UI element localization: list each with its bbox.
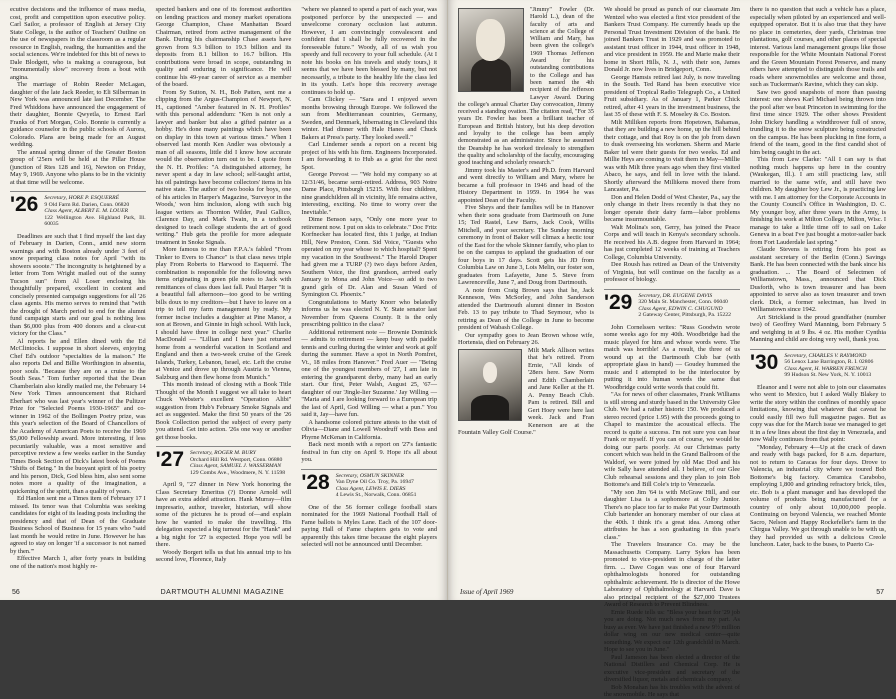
left-column-1 [10, 6, 146, 582]
paragraph: April 9, "27 dinner in New York honoring the Class Secretary Emeritus (?) Donne Arnold will have an extra added attraction. Hank Murray—film impresario, author, traveler, historian, will show some of the pictures he is proud of—and explain how he wanted to make the travelling. His delegation expected a big turnout for the "Hank" and a big night for '27 is expected. Hope you will be there. [155, 481, 292, 549]
class-contacts [638, 293, 731, 319]
class-heading-28 [301, 469, 437, 499]
secretary-address: 56 Lenox Lane Barrington, R. I. 02806 [784, 359, 874, 366]
class-heading-27 [156, 446, 292, 476]
class-number: '27 [155, 448, 185, 471]
agent-address: 99 Hudson St. New York, N. Y. 10013 [784, 372, 872, 379]
photo-face [483, 362, 498, 383]
class-agent: Class Agent, ALBERT E. M. LOUER [44, 208, 129, 215]
photo-suit [471, 395, 508, 420]
paragraph: "Monday, February 4—Up at the crack of dawn and ready with bags packed, for 8 a.m. departure, not to return to Caracas for four days. Drove to Valencia, an industrial city where we toured Bob Bottome's big factory. Ceramica Carabobo, employing 1,800 and grinding refractory brick, tiles, etc. Bob is a plant manager and has developed the volume of products being manufactured for a country of only about 10,000,000 people. Continuing on beyond Valencia, we reached Monte Sacro, Nelson and Happy Rockefeller's farm in the Chirgua Valley. We got through unable to be with us, they had provided us with a delicious Creole luncheon. Later, back to the buses, to Puerto Ca- [750, 443, 886, 549]
class-agent: Class Agent, SAMUEL J. WASSERMAN [190, 463, 282, 470]
class-contacts [336, 473, 417, 499]
portrait-photo [458, 8, 524, 92]
paragraph: A handsome colored picture attests to the visit of Olivia—Diane and Lowell Woodruff with Bess and Phyrne McKenan in California. [301, 418, 438, 441]
agent-address: 4 Lewis St., Norwalk, Conn. 06851 [335, 492, 417, 499]
class-heading-30 [750, 349, 886, 379]
paragraph: Dime Benson says, "Only one more year to retirement now. I put on skis to celebrate." Doc Fritz Korfnecker has located first, this 1 judge, at Indian Hill, New Preston, Conn. Sid Voice, "Guests who operated on my year whose to which hospital? Spent my vacation in the Southwest." The Harold Draper had given me a TURP (?) two days before Arden, Southern Voice, the first grandson, arrived early January to Mona and John Voice—so add to two grand girls of Dr. Alan and Susan Ward of Symington Ct. Phoenix." [301, 216, 438, 298]
paragraph: Saw two good snapshots of more than passing interest: one shows Karl Michael being thrown into the pool after we beat Princeton in swimming for the first time since 1929. The other shows President John Dickey handling a windthrower full of snow, trundling it to the snow sculpture being constructed on the campus. He has been plucking in fine form, a friend of the team, good in the first candid shot of him being caught in the act. [750, 88, 886, 156]
paragraph: Walt Molina's son, Gerry, has joined the Peace Corps and will teach in Kenya's secondary schools. He received his A.B. degree from Harvard in 1964; has just completed 12 weeks of training at Teachers College, Columbia University. [604, 223, 740, 261]
secretary-address: Orchard Hill Rd. Westport, Conn. 06880 [190, 456, 283, 463]
paragraph: From Sy Sutton, N. H., Bob Patten, sent me a clipping from the Argus-Champion of Newport, N. H., captioned "Amber featured in N. H. Profiles" with this personal addendum: "Ken is not only a lawyer and banker but also a gifted painter as a hobby. He's done many paintings which have been on display in this town at various times." When I observed last month Ken Andler was obviously a man of all seasons, little did I know how accurate would the observation turn out to be. I quote from the N. H. Profiles: "A distinguished attorney, he never spent a day in law school; self-taught artist, his oil paintings have become collectors' items in his native state. The author of two books for boys, one of his articles in Harper's Magazine, 'Surveyor in the Woods,' won him inclusion, along with such big league writers as Thornton Wilder, Paul Gallico, Clarence Day, and Mark Twain, in a textbook designed to teach college students the art of good writing." Hub gets the profile for more adequate treatment in Snoke Signals. [155, 88, 292, 246]
paragraph: ecutive decisions and the influence of mass media, cost, profit and competition upon executive policy. Carl Sailor, a professor of English at Jersey City State College, is the author of Teachers' Outline on the use of newspapers in the classroom as a regular resource in English, reading, the humanities and the social sciences. We're indebted for this bit of news to Dale Blodgett, who is making a courageous, but "monumentally slow" recovery from a bout with angina. [10, 6, 146, 81]
paragraph: Bob Monahan has his troubles with the advent of the snowmobile. He says that [604, 683, 740, 699]
paragraph: Don and Helen Dodd of West Chester, Pa., say the only change in their lives recently is that they no longer operate their dairy farm—labor problems became insurmountable. [604, 193, 740, 223]
paragraph: Milt Milliken reports from Hopetown, Bahamas, that they are building a new home, up the hill behind their cottage, and that Roy is on the job from dawn to dusk overseeing his workmen. Sherm and Marie Baker tel were their guests for two weeks. Ed and Millie Heys are coming to visit them in May—Millie was with Milt three years ago when they first visited Abaco, he says, and fell in love with the island. Shortly afterward the Millikens moved there from Lancaster, Pa. [604, 118, 740, 193]
right-column-1 [458, 6, 594, 582]
paragraph: George Hamsis retired last July, is now traveling in the South. Ted Rand has been executive vice president of Tropical Radio Telegraph Co., a United Fruit subsidiary. As of January 1, Parker Chick retired, after 41 years in the investment business, the last 35 of these with F. S. Moseley & Co. Boston. [604, 73, 740, 118]
class-secretary: Secretary, HORE P. ESQUERRÉ [44, 195, 120, 201]
paragraph: The annual spring dinner of the Greater Boston group of '25ers will be held at the Pillar House (junction of Rtes 128 and 16), Newton on Friday, May 9, 1969. Anyone who plans to be in the vicinity at that time will be welcome. [10, 148, 146, 186]
class-contacts [44, 195, 145, 228]
class-secretary: Secretary, DR. EUGENE DAVIS [638, 292, 713, 299]
right-footer [460, 588, 884, 596]
paragraph: Five Sheys and their families will be in Hanover when their sons graduate from Dartmouth on June 15; Ted Rastel, Lew Barrs, Jack Cook, Willis Mitchell, and your secretary. The Sunday morning ceremony in front of Baker will climax a hectic tour of the East for the whole Skinner family, who plan to be on the campus to applaud the graduation of our four boys in 17 days. Scott gets his JD from Columbia Law on June 3, Lois Melin, our foster son, graduates from Lafayette, June 5. Steve from Lawrenceville, June 7, and Doug from Dartmouth. [458, 204, 594, 287]
agent-address: 129 Combs Ave., Woodmere, N. Y. 11598 [190, 469, 286, 476]
class-agent: Class Agent, LEWIS E. DIERS [335, 485, 406, 492]
photo-face [476, 19, 505, 62]
paragraph: John Cornelssen writes: "Russ Goodwin wrote some weeks ago for my 40th. Woodbridge had the music played for him and whose words were. The match was horrible! As a result, the three of us wound up at the Dartmouth Club bar (with appropriate glass in hand) — Goudey hummed the music and I attempted to be the interlocutor by putting it into human words the same that Woodbridge could write words that could fit. [604, 323, 740, 391]
paragraph: Additional retirement note — Brownie Dominick — admits to retirement — keep busy with paddle tennis and curling during the winter and work at golf during the summer. Have a spot in North Pomfret, Vt., 18 miles from Hanover." Fred Auer — "Being one of the youngest members of '27, I am late in entering the grandparent derby, many had an early start. Our first, Peter Walsh, August 25, '67—daughter of our 'Jingle-lier Suzanne.' Jay Willing — "Maria and I are looking forward to a European trip the last of April, God Willing — what a pun." You said it, Jay—have fun. [301, 328, 438, 418]
paragraph: Milt Mark Allison writes that he's retired. From Ernie, "All kinds of '28ers here. Saw Norm and Edith Chamberlain and Jane Keller at the H. A. Penny Beach Club. Pam is retired. Bill and Gert Hoey were here last week. Jack and Fran Kenerson are at the Fountain Valley Golf Course." [458, 346, 594, 437]
paragraph: spected bankers and one of its foremost authorities on lending practices and money market operations George Champion, Chase Manhattan Board Chairman, retired from active management of the Bank. During his chairmanship Chase assets have grown from 9.3 billion to 19.3 billion and its deposits from 8.1 billion to 16.7 billion. His contributions were broad in scope, outstanding in quality and enduring in significance. He will continue his 49-year career of service as a member of the board. [155, 6, 292, 88]
paragraph: "My son Jim '64 is with McGraw Hill, and our daughter Lisa is a sophomore at Colby Junior. There's no place too far to make Pat your Dartmouth Club bartender an honorary member of our class at the 40th. I think it's a great idea. Among other attributes he has a son graduating in this year's class." [604, 488, 740, 541]
paragraph: Ed Hanlon sent me a Times item of February 17 I missed. Its tenor was that Columbia was seeking candidates for eight of its leading posts including the presidency and that of Dean of the Graduate Business School of Business for 15 years who "said last month he would retire in June. However he has agreed to stay on longer 'if a successor is not named by then.'" [10, 495, 146, 555]
paragraph: "where we planned to spend a part of each year, was postponed perforce by the unexpected — and unwelcome coronary occlusion last autumn. However, I am convincingly convalescent and confident that I shall be fully recovered in the foreseeable future." Woody, all of us wish you speedy and full recovery to your full schedule. (At I note his books on his travels and study tours,) it seems that we have been blessed by many, but not necessarily, a tribute to the healthy life the class led in its youth. Let's hope this recovery average continues to hold up. [301, 6, 438, 96]
class-number: '28 [301, 470, 330, 494]
paragraph: This month instead of closing with a Book Title Thought of the Month I suggest we all take to heart Chuck Webster's excellent "Operation Alibi" suggestion from Hub's February Smoke Signals and act as suggested. Make the first 50 years of the '26 Book Collection period the subject of every party you attend. Get into action. '26s one way or another get those books. [155, 381, 292, 441]
paragraph: Paul Jameson has been elected a director of the National Distillers and Chemical Corp. He is executive vice-president and secretary of the diversified liquor, metals and chemicals company. [604, 653, 740, 684]
paragraph: "As for news of other classmates, Frank Williams is still strong and sturdy based in the University Glee Club. We had a rather historic 150. We produced a stereo record (price 1.95) with the proceeds going to Chapel to maximize the acoustical effects. The record is quite a success. I'm not sure you can hear Frank or myself. If you can of course, we would be doing our parts poorly. At our Christmas party concert which was held in the Grand Ballroom of the Waldorf, we were joined by old Mac Dod and his wife Sally have attended all. I believe, of our Glee Club rehearsal sessions and they plan to join Bob Bottome's and Bill Cole's trip to Venezuela. [604, 391, 740, 489]
class-number: '30 [750, 350, 779, 374]
left-column-2 [156, 6, 292, 582]
paragraph: Dee Roush has retired as Dean of the University of Virginia, but will continue on the faculty as a professor of biology. [604, 261, 740, 283]
paragraph: Congratulations to Marty Knorr who belatedly informs us he was elected N. Y. State senator last November from Queens County. It is the only prescribing politico in the class? [301, 298, 438, 328]
class-contacts [784, 353, 873, 379]
paragraph: We should be proud as punch of our classmate Jim Wentzel who was elected a first vice president of the Bankers Trust Company. He currently heads up the Personal Trust Investment Division of the bank. He joined Bankers Trust in 1929 and was promoted to assistant trust officer in 1944, trust officer in 1948, and vice president in 1959. He and Marie make their home in Short Hills, N. J., with their son, James Donald Jr. now lives in Bridgeport, Conn. [604, 6, 740, 73]
magazine-title: DARTMOUTH ALUMNI MAGAZINE [160, 589, 285, 596]
paragraph: The Travelers Insurance Co. may be the Massachusetts Company. Larry Sykes has been promoted to vice-president in charge of the latter firm. ... Dave Cogan was one of four Harvard ophthalmologists honored for outstanding ophthalmic achievement. He is director of the Howe Laboratory of Ophthalmology at Harvard. Dave is also principal recipient of the $27,000 Trustees Award of Research to Prevent Blindness. [604, 541, 740, 609]
photo-caption: "Jimmy" Fowler (Dr. Harold L.), dean of the faculty of arts and science at the College of William and Mary, has been given the college's 1969 Thomas Jefferson Award for his outstanding contributions to the College and has been named the 4th recipient of the Jefferson Lawyer Award. During the college's annual Charter Day convocation, Jimmy received a standing ovation. The citation read, "For 35 years Dr. Fowler has been a brilliant teacher of European and British history, but his deep devotion and loyalty to the college has been amply demonstrated as an administrator. Since he assumed the Deanship he has worked tirelessly to strengthen the quality and scholarship of the faculty, encouraging good teaching and scholarly research." [458, 6, 594, 167]
right-column-3 [750, 6, 886, 582]
paragraph: George Prevost — "We hold my company so at 12/31/46, became semi-retired. Address, 903 Notre Dame Place, Pittsburgh 15215. With four children, nine grandchildren all in vicinity, life remains active, interesting, exciting. No time to worry over the Inevitable." [301, 171, 438, 216]
class-number: '29 [604, 290, 633, 314]
paragraph: This from Lew Clarke: "All I can say is that nothing much happens up here in the country (Waukegan, Ill.). I am still practicing law, still married to the same wife, and still have two children. My daughter boy Lew Jr., is practicing law with me. I am attorney for the Corporate Accounts in the County Council's Office in Washington, D. C. My younger boy, after three years in the Army, is finishing his work at Milton College, Milton, Wisc. I manage to take a little time off to sail on Lake Geneva in a boat I've just bought a motor-sailer back from Fort Lauderdale last spring." [750, 156, 886, 246]
paragraph: Back next month with a report on '27's fantastic festival in fun city on April 9. Hope it's all about you. [301, 441, 438, 463]
paragraph: Our sympathy goes to Jean Brown whose wife, Hortensia, died on February 26. [458, 331, 594, 347]
class-number: '26 [10, 193, 39, 216]
secretary-address: Van Dyne Oil Co. Troy, Pa. 16947 [335, 479, 414, 486]
paragraph: Art Strickland is the proud grandfather (number two) of Geoffrey Ward Manning, born February 5 and weighing in at 9 lbs. 4 oz. His mother Cynthia Manning and child are doing very well, thank you. [750, 313, 886, 343]
paragraph: Jimmy took his Master's and Ph.D. from Harvard and went directly to William and Mary, where he became a full professor in 1946 and head of the History Department in 1959. In 1964 he was appointed Dean of the Faculty. [458, 166, 594, 204]
paragraph: A note from Craig Brown says that he, Jack Kenneson, Wes McSorley, and John Sanderson attended the Dartmouth alumni dinner in Boston Feb. 13 to pay tribute to Thad Seymour, who is retiring as Dean of the College in June to become president of Wabash College. [458, 286, 594, 332]
secretary-address: 320 Main St. Manchester, Conn. 06040 [638, 299, 728, 306]
issue-date: Issue of April 1969 [460, 588, 514, 596]
left-footer [12, 589, 435, 596]
class-agent: Class Agent, EDWIN C. CHUGUND [638, 305, 723, 312]
paragraph: One of the 56 former college football stars nominated for the 1969 National Football Hall of Fame ballots is Myles Lane. Each of the 107 door-paying Hall of Fame chapters gets to vote and apparently this takes time because the eight players selected will not be announced until December. [301, 503, 438, 549]
paragraph: Eleanor and I were not able to join our classmates who went to Mexico, but I asked Wally Blakey to write the story within the confines of monthly space limitations, knowing that whatever that caveat he could easily fill two full magazine pages. But as copy was due for the March issue we managed to get it in a few lines about the first day in Venezuela, and now Wally continues from that point: [750, 383, 886, 444]
paragraph: Ernie Ruede tells us: "Bless your heart for '29 job you are doing. Not much news from my part. As busy as ever. We have just finished a new 9½ million dollar wing on our new medical center—quite something. We expect our 12th grandchild in March. Hope to see you in June." [604, 608, 740, 654]
paragraph: Carl Lindemer sends a report on a recent big project of his with his firm. Engineers Incorporated. I am forwarding it to Hub as a grist for the next Spot. [301, 141, 438, 171]
page-number: 56 [12, 589, 20, 596]
left-column-3 [301, 6, 437, 582]
class-secretary: Secretary, OSMUN SKINNER [335, 472, 404, 479]
class-secretary: Secretary, CHARLES V. RAYMOND [784, 352, 867, 359]
class-heading-26 [10, 191, 146, 228]
paragraph: The marriage of Robin Reeder McLagan, daughter of the late Jack Reeder, to Eli Silberman in New York was announced late last December. The Fred Whiddons have announced the engagement of their daughter, Bonnie Qwyetla, to Ernest Earl Franks of Fort Morgan, Colo. Bonnie is currently a guidance counselor in the public schools of Aurora, Colorado. Plans are being made for an August wedding. [10, 81, 146, 148]
page-number: 57 [876, 588, 884, 596]
paragraph: Deadlines are such that I find myself the last day of February in Darien, Conn., amid new storm warnings and with Boston already under 3 feet of snow preparing class notes for April "with its showers sooote." The incongruity is heightened by a letter from Tom Wright mailed out of the sunny Tucson sun" from Al Loser enclosing his thoughtfully prepared, excellent in content and concisely presented campaign suggestions for all '26 class agents. His memo serves to remind that "with the drought of March period to end for the alumni fund campaign starts and our goal is nothing less than $6,000 plus from 400 donors and a clear-cut victory for the Class." [10, 232, 146, 338]
paragraph: Claude Stevens is retiring from his post as assistant secretary of the Berlin (Conn.) Savings Bank. He has been connected with the bank since his graduation. ... The Board of Selectmen of Williamstown, Mass., announced that Dick Dusforth, who is town treasurer and has been appointed to serve also as town treasurer and town clerk. Dick, a former selectman, has lived in Williamstown since 1942. [750, 246, 886, 313]
paragraph: there is no question that such a vehicle has a place, especially when piloted by an experienced and well-equipped operator. But it is also true that they have no place in cemeteries, deer yards, Christmas tree plantations, golf courses, and other places of special interest. Various land management groups like those responsible for the White Mountain National Forest and the Green Mountain Forest Preserve, and many others have attempted to distinguish those trails and roads where snowmobiles are welcome and those, such as Tuckerman's Ravine, which they can skip. [750, 6, 886, 88]
right-column-2 [604, 6, 740, 699]
class-secretary: Secretary, ROGER M. BURY [190, 450, 256, 456]
right-page [448, 0, 896, 699]
paragraph: Woody Borgert tells us that his annual trip to his second love, Florence, Italy [155, 548, 292, 564]
paragraph: Cam Clickey — "Sara and I enjoyed seven months browsing through Europe. We followed the sun from Mediterranean countries, Germany, Sweden, and Denmark, hibernating in Cleveland this winter. Had dinner with Hale Hanes and Chuck Bakers at Press's party. They looked swell." [301, 96, 438, 141]
portrait-photo [458, 349, 522, 421]
class-heading-29 [604, 289, 740, 319]
class-agent: Class Agent, H. WARREN FRENCH [784, 365, 867, 372]
photo-suit [471, 58, 512, 91]
paragraph: Al reports he and Ellen dined with the Ed McClintocks. I suppose in short sleeves, enjoying Chef Ed's outdoor "specialties de la maison." He also reports Del and Billie Worthington in absentia, poor souls. 'Because they are on a cruise to the South Seas." Tom further reported that the Dean Chamberlain also kindly mailed me, the February 14 New York Times announcement that Richard Eberhart who was last year's winner of the Pulitzer Prize for "Selected Poems 1930-1965" and co-winner in 1962 of the Bollingen Poetry prize, was this year's selection of the Board of Chancellors of the Academy of American Poets to receive the 1969 $5,000 Fellowship award. More interesting, if less pecuniarily valuable, was a most sensitive and perceptive review a few weeks earlier in the Sunday Times Book Section of Dick's latest book of Poems "Shifts of Being." In the buoyant spirit of his poetry and his person, Dick, God bless him, also sent some notes more a quality of the imagination, a quickening of the spirit, than a quality of years. [10, 337, 146, 495]
paragraph: Effective March 1, after forty years in building one of the nation's most highly re- [10, 555, 146, 570]
left-page [0, 0, 448, 600]
secretary-address: 9 Old Farm Rd. Darien, Conn. 06820 [44, 201, 130, 208]
agent-address: 122 Wellington Ave. Highland Park, Ill. 60035 [44, 214, 146, 228]
agent-address: 2 Gateway Center, Pittsburgh, Pa. 15222 [638, 312, 731, 319]
paragraph: More famous to me than F.P.A.'s fabled "From Tinker to Evers to Chance" is that class news triple play From Roberts to Harwood to Esquerré. The combination is responsible for the following news items originating in green pile notes to Jack with remittances of class dues last fall. Paul Harper "It is a beautiful fall afternoon—too good to be writing bills doux to my creditors—but I have to leave on a trip to tell my farm management by ready. My former incise includes a daughter at Pine Manor, a son at Brown, and Ginnie in high school. With luck, I should have three in college next year." Charlie MacDonald — "Lillian and I have just returned home from a wonderful vacation in Scotland and England and then a two-week cruise of the Greek Islands, Turkey, Lebanon, Israel, etc. Left the cruise at Venice and drove up through Austria to Vienna, Salzburg and then flew home from Munich." [155, 246, 292, 381]
class-contacts [190, 450, 285, 476]
